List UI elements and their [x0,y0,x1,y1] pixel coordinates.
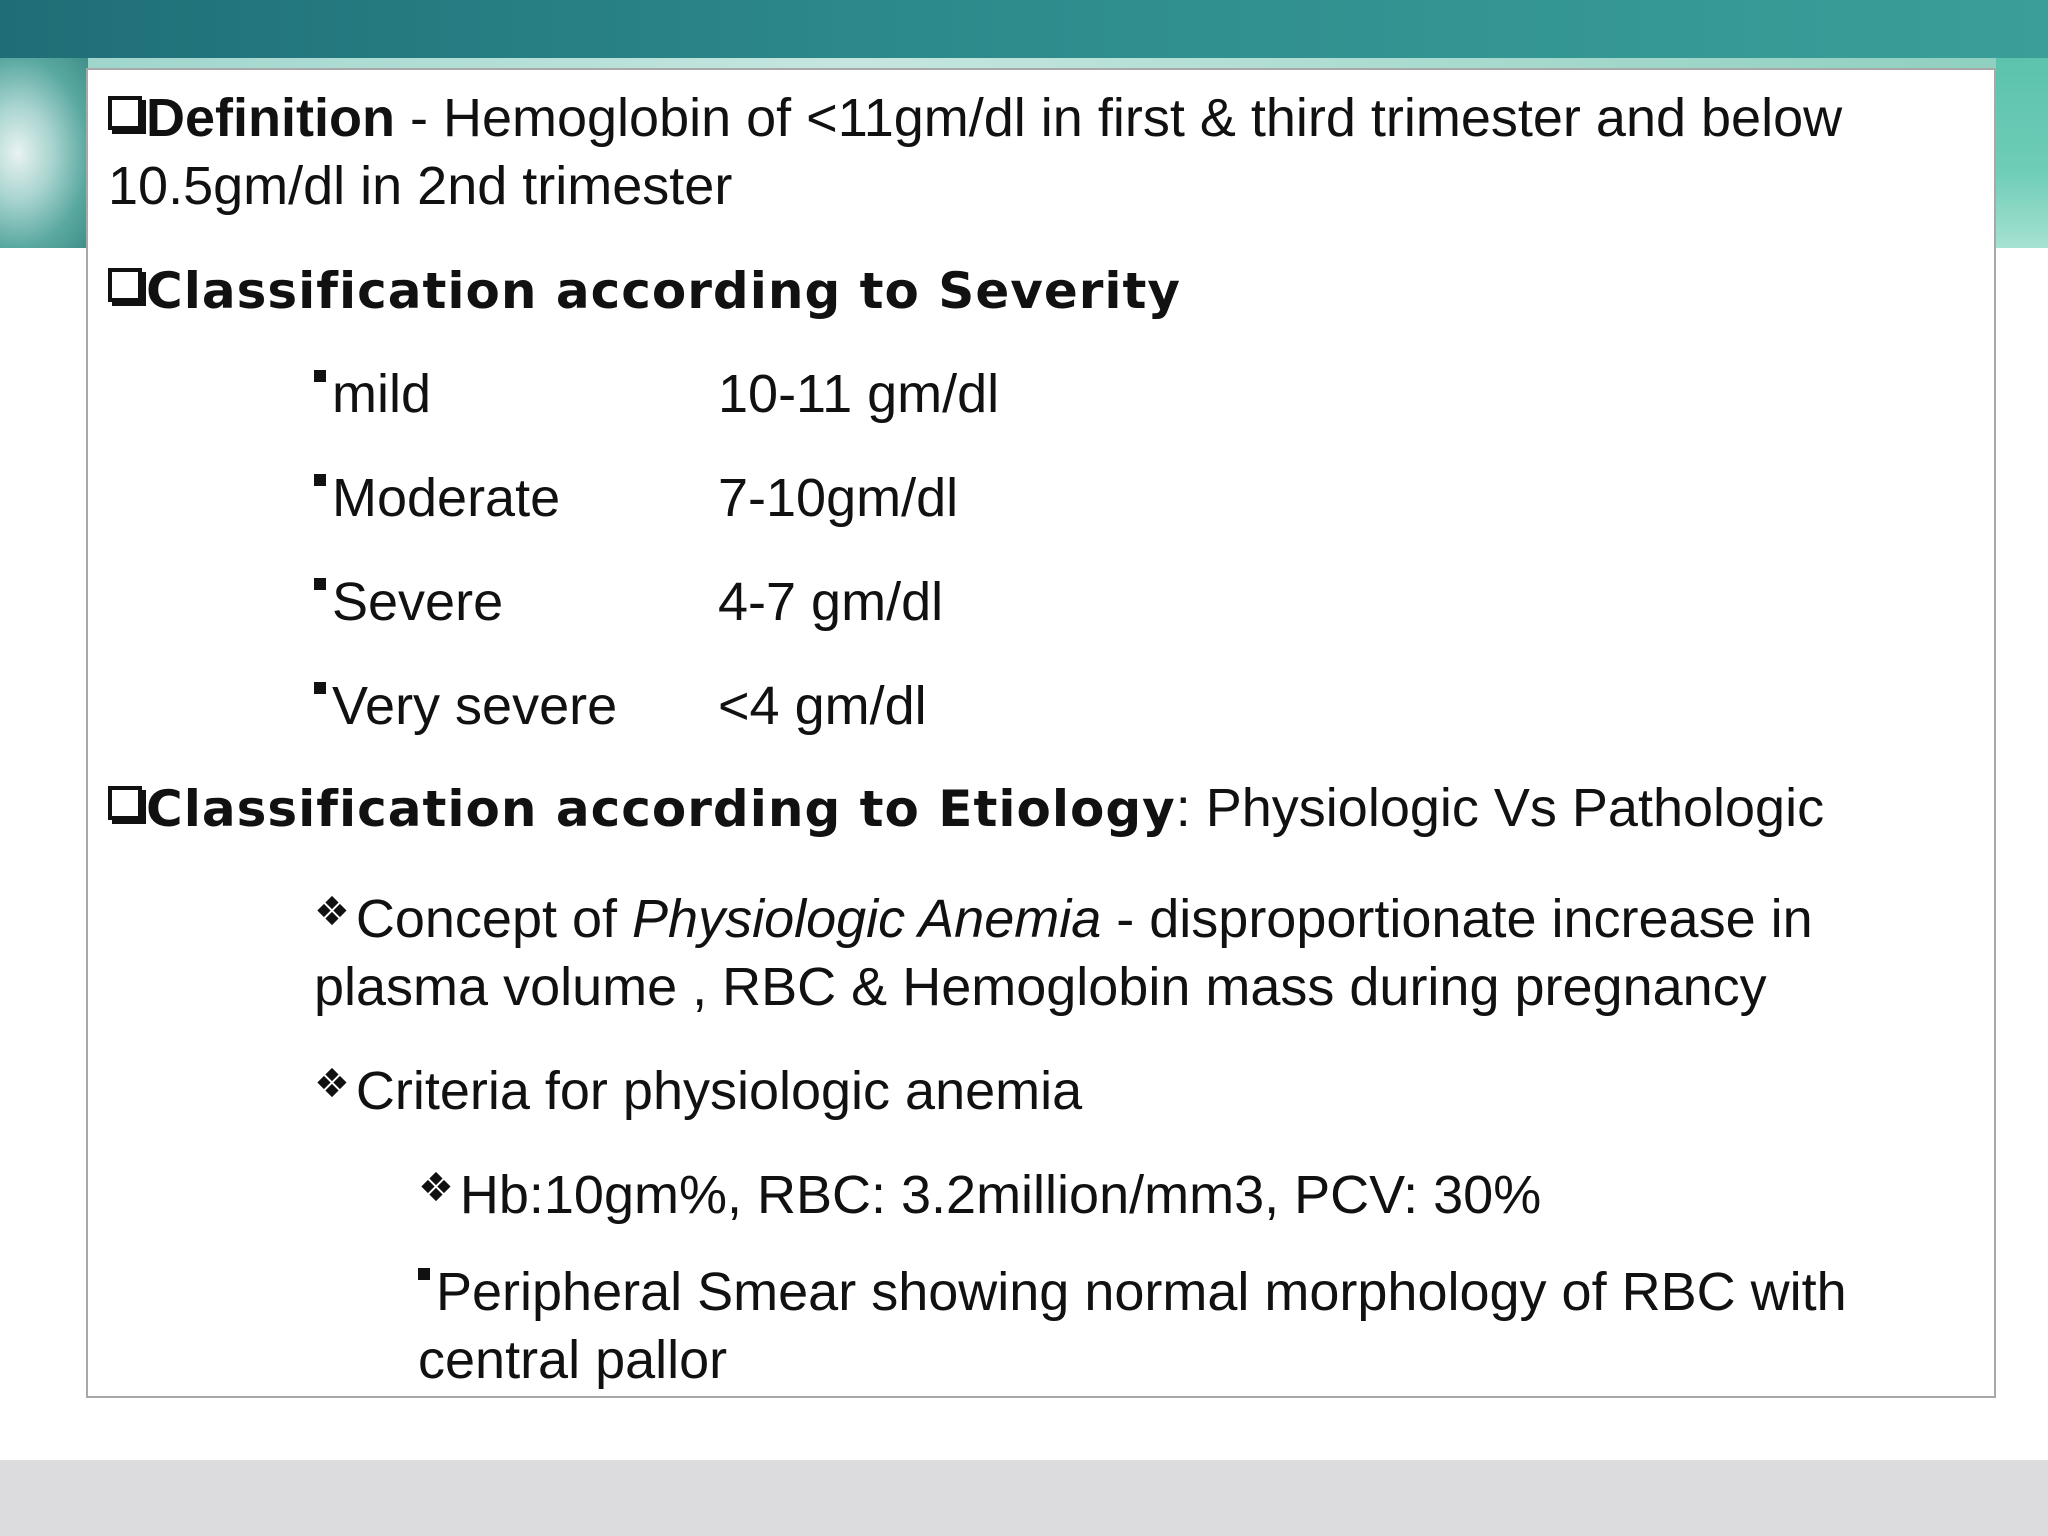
hollow-square-bullet-icon [108,96,142,130]
severity-item-value: <4 gm/dl [718,676,927,736]
severity-item-value: 10-11 gm/dl [718,364,1000,424]
severity-item-label: Moderate [332,468,561,528]
severity-item [314,360,1514,428]
etiology-suffix: : Physiologic Vs Pathologic [1175,778,1825,838]
severity-item [314,568,1514,636]
severity-heading: Classification according to Severity [146,262,1182,320]
header-band [0,0,2048,58]
severity-heading-line [108,256,1181,325]
definition-line [108,84,1978,220]
severity-item [314,672,1514,740]
hollow-square-bullet-icon [108,268,142,302]
filled-square-bullet-icon [314,370,326,382]
definition-label: Definition [146,88,395,148]
criteria-heading: Criteria for physiologic anemia [355,1061,1083,1121]
concept-italic: Physiologic Anemia [632,889,1102,949]
criteria-values: Hb:10gm%, RBC: 3.2million/mm3, PCV: 30% [459,1165,1542,1225]
etiology-heading: Classification according to Etiology [146,780,1176,838]
severity-item-label: mild [332,364,432,424]
slide-content-box [86,68,1996,1398]
four-diamond-bullet-icon: ❖ [418,1165,454,1211]
smear-text: Peripheral Smear showing normal morphology of RBC with central pallor [418,1262,1847,1390]
severity-item-value: 7-10gm/dl [718,468,959,528]
filled-square-bullet-icon [418,1268,430,1280]
four-diamond-bullet-icon: ❖ [314,1061,350,1107]
header-decoration-right [1996,58,2048,248]
four-diamond-bullet-icon: ❖ [314,889,350,935]
severity-item-label: Very severe [332,676,618,736]
criteria-values-line [418,1154,1541,1229]
concept-line [314,878,1964,1021]
filled-square-bullet-icon [314,474,326,486]
concept-prefix: Concept of [355,889,633,949]
severity-item-label: Severe [332,572,504,632]
smear-line [418,1258,1978,1394]
header-decoration-left [0,58,88,248]
filled-square-bullet-icon [314,682,326,694]
header-decoration-strip [88,58,1996,68]
etiology-heading-line [108,774,1824,843]
hollow-square-bullet-icon [108,786,142,820]
filled-square-bullet-icon [314,578,326,590]
definition-text: - Hemoglobin of <11gm/dl in first & third trimester and below 10.5gm/dl in 2nd trimester [108,88,1843,216]
footer-band [0,1460,2048,1536]
concept-text: - disproportionate increase in plasma volume , RBC & Hemoglobin mass during pregnancy [314,889,1813,1017]
severity-item-value: 4-7 gm/dl [718,572,944,632]
severity-item [314,464,1514,532]
criteria-heading-line [314,1050,1082,1125]
